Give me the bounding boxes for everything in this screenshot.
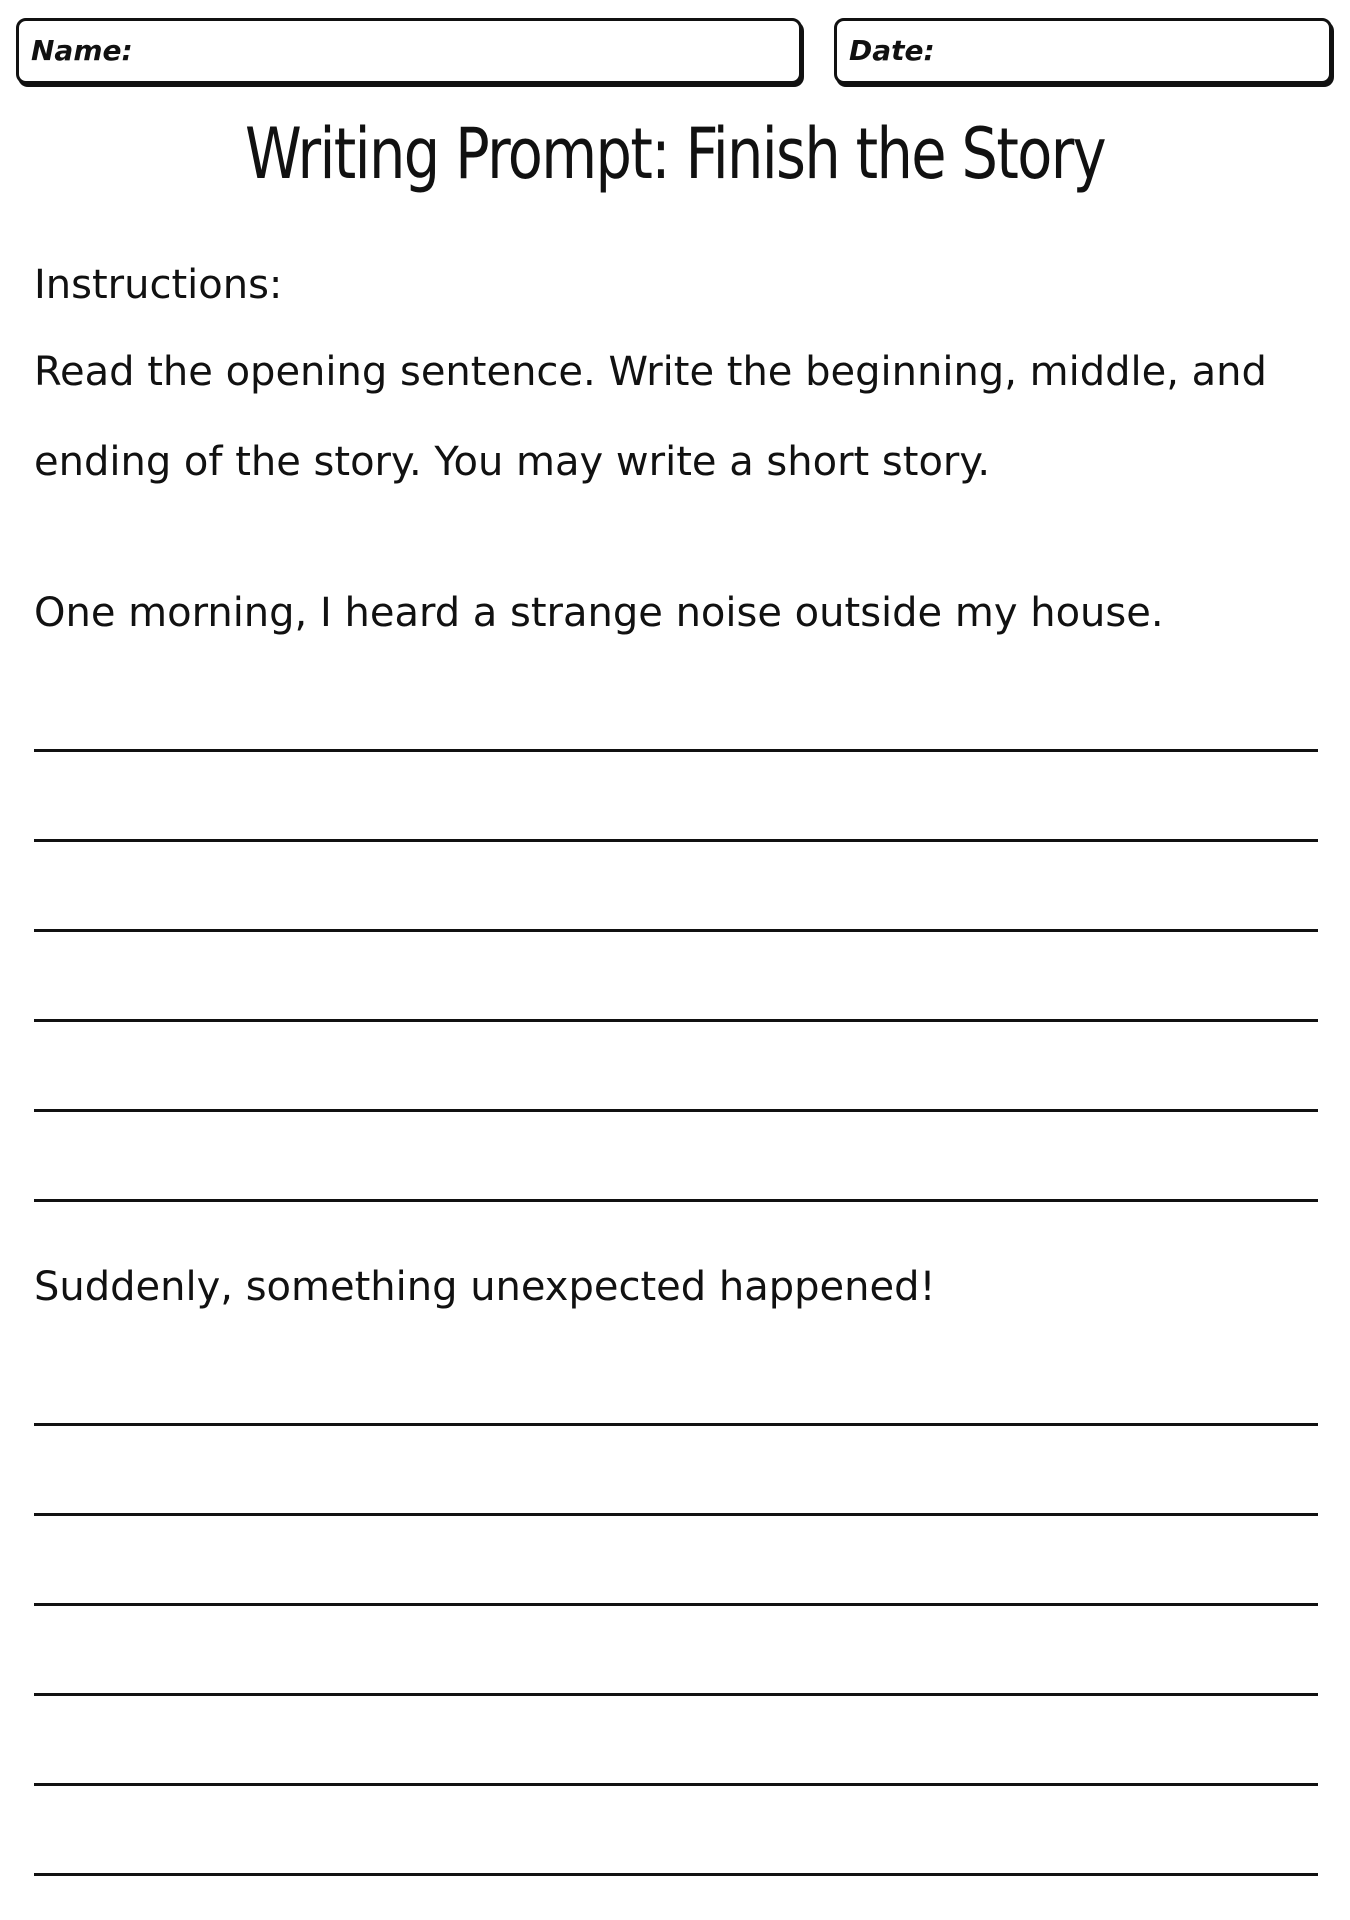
writing-line[interactable] (34, 1199, 1318, 1202)
name-field-box[interactable] (16, 18, 802, 84)
writing-line[interactable] (34, 1019, 1318, 1022)
name-input[interactable] (129, 31, 787, 73)
opening-sentence: One morning, I heard a strange noise outside my house. (34, 590, 1164, 636)
writing-line[interactable] (34, 1513, 1318, 1516)
date-field-box[interactable] (834, 18, 1332, 84)
page-title: Writing Prompt: Finish the Story (244, 113, 1105, 195)
writing-line[interactable] (34, 1873, 1318, 1876)
writing-line[interactable] (34, 1603, 1318, 1606)
name-label: Name: (31, 34, 133, 67)
writing-line[interactable] (34, 929, 1318, 932)
date-input[interactable] (947, 31, 1317, 73)
writing-line[interactable] (34, 1109, 1318, 1112)
instructions-text-line-1: Read the opening sentence. Write the beginning, middle, and (34, 349, 1267, 395)
writing-line[interactable] (34, 1693, 1318, 1696)
date-label: Date: (849, 34, 935, 67)
instructions-label: Instructions: (34, 262, 283, 308)
writing-line[interactable] (34, 749, 1318, 752)
middle-sentence: Suddenly, something unexpected happened! (34, 1264, 936, 1310)
writing-line[interactable] (34, 1423, 1318, 1426)
writing-line[interactable] (34, 1783, 1318, 1786)
instructions-text-line-2: ending of the story. You may write a short story. (34, 439, 991, 485)
writing-line[interactable] (34, 839, 1318, 842)
